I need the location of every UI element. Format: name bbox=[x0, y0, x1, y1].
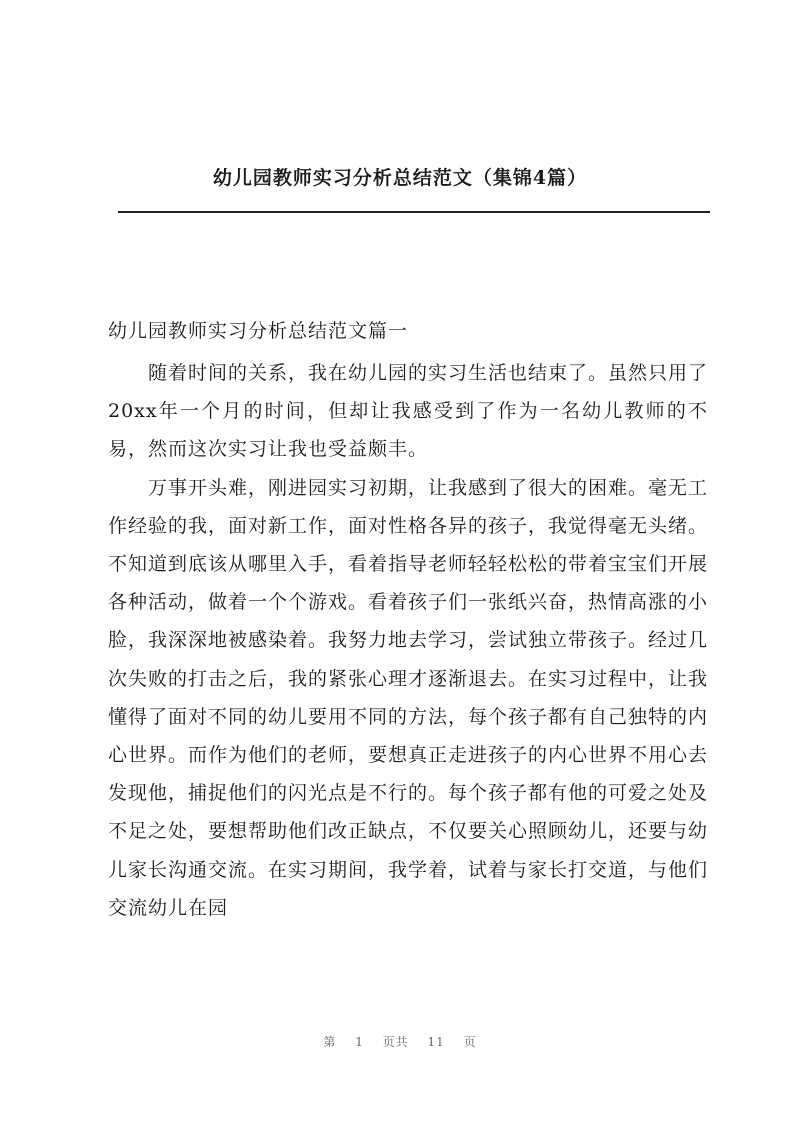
paragraph-2: 万事开头难，刚进园实习初期，让我感到了很大的困难。毫无工作经验的我，面对新工作，面对性格各异的孩子，我觉得毫无头绪。不知道到底该从哪里入手，看着指导老师轻轻松松的带着宝宝们开展各种活动，做着一个个游戏。看着孩子们一张纸兴奋，热情高涨的小脸，我深深地被感染着。我努力地去学习，尝试独立带孩子。经过几次失败的打击之后，我的紧张心理才逐渐退去。在实习过程中，让我懂得了面对不同的幼儿要用不同的方法，每个孩子都有自己独特的内心世界。而作为他们的老师，要想真正走进孩子的内心世界不用心去发现他，捕捉他们的闪光点是不行的。每个孩子都有他的可爱之处及不足之处，要想帮助他们改正缺点，不仅要关心照顾幼儿，还要与幼儿家长沟通交流。在实习期间，我学着，试着与家长打交道，与他们交流幼儿在园 bbox=[108, 476, 709, 919]
footer-suffix: 页 bbox=[463, 1035, 477, 1049]
footer-total-pages: 11 bbox=[427, 1035, 445, 1049]
page-footer bbox=[0, 1033, 800, 1050]
paragraph-1: 随着时间的关系，我在幼儿园的实习生活也结束了。虽然只用了20xx年一个月的时间，但却让我感受到了作为一名幼儿教师的不易，然而这次实习让我也受益颇丰。 bbox=[108, 362, 709, 461]
title-divider bbox=[118, 211, 710, 213]
footer-middle: 页共 bbox=[382, 1035, 409, 1049]
section-heading: 幼儿园教师实习分析总结范文篇一 bbox=[108, 320, 409, 342]
document-body bbox=[108, 354, 708, 927]
footer-prefix: 第 bbox=[323, 1035, 337, 1049]
document-title: 幼儿园教师实习分析总结范文（集锦4篇） bbox=[212, 167, 588, 189]
footer-current-page: 1 bbox=[355, 1035, 364, 1049]
